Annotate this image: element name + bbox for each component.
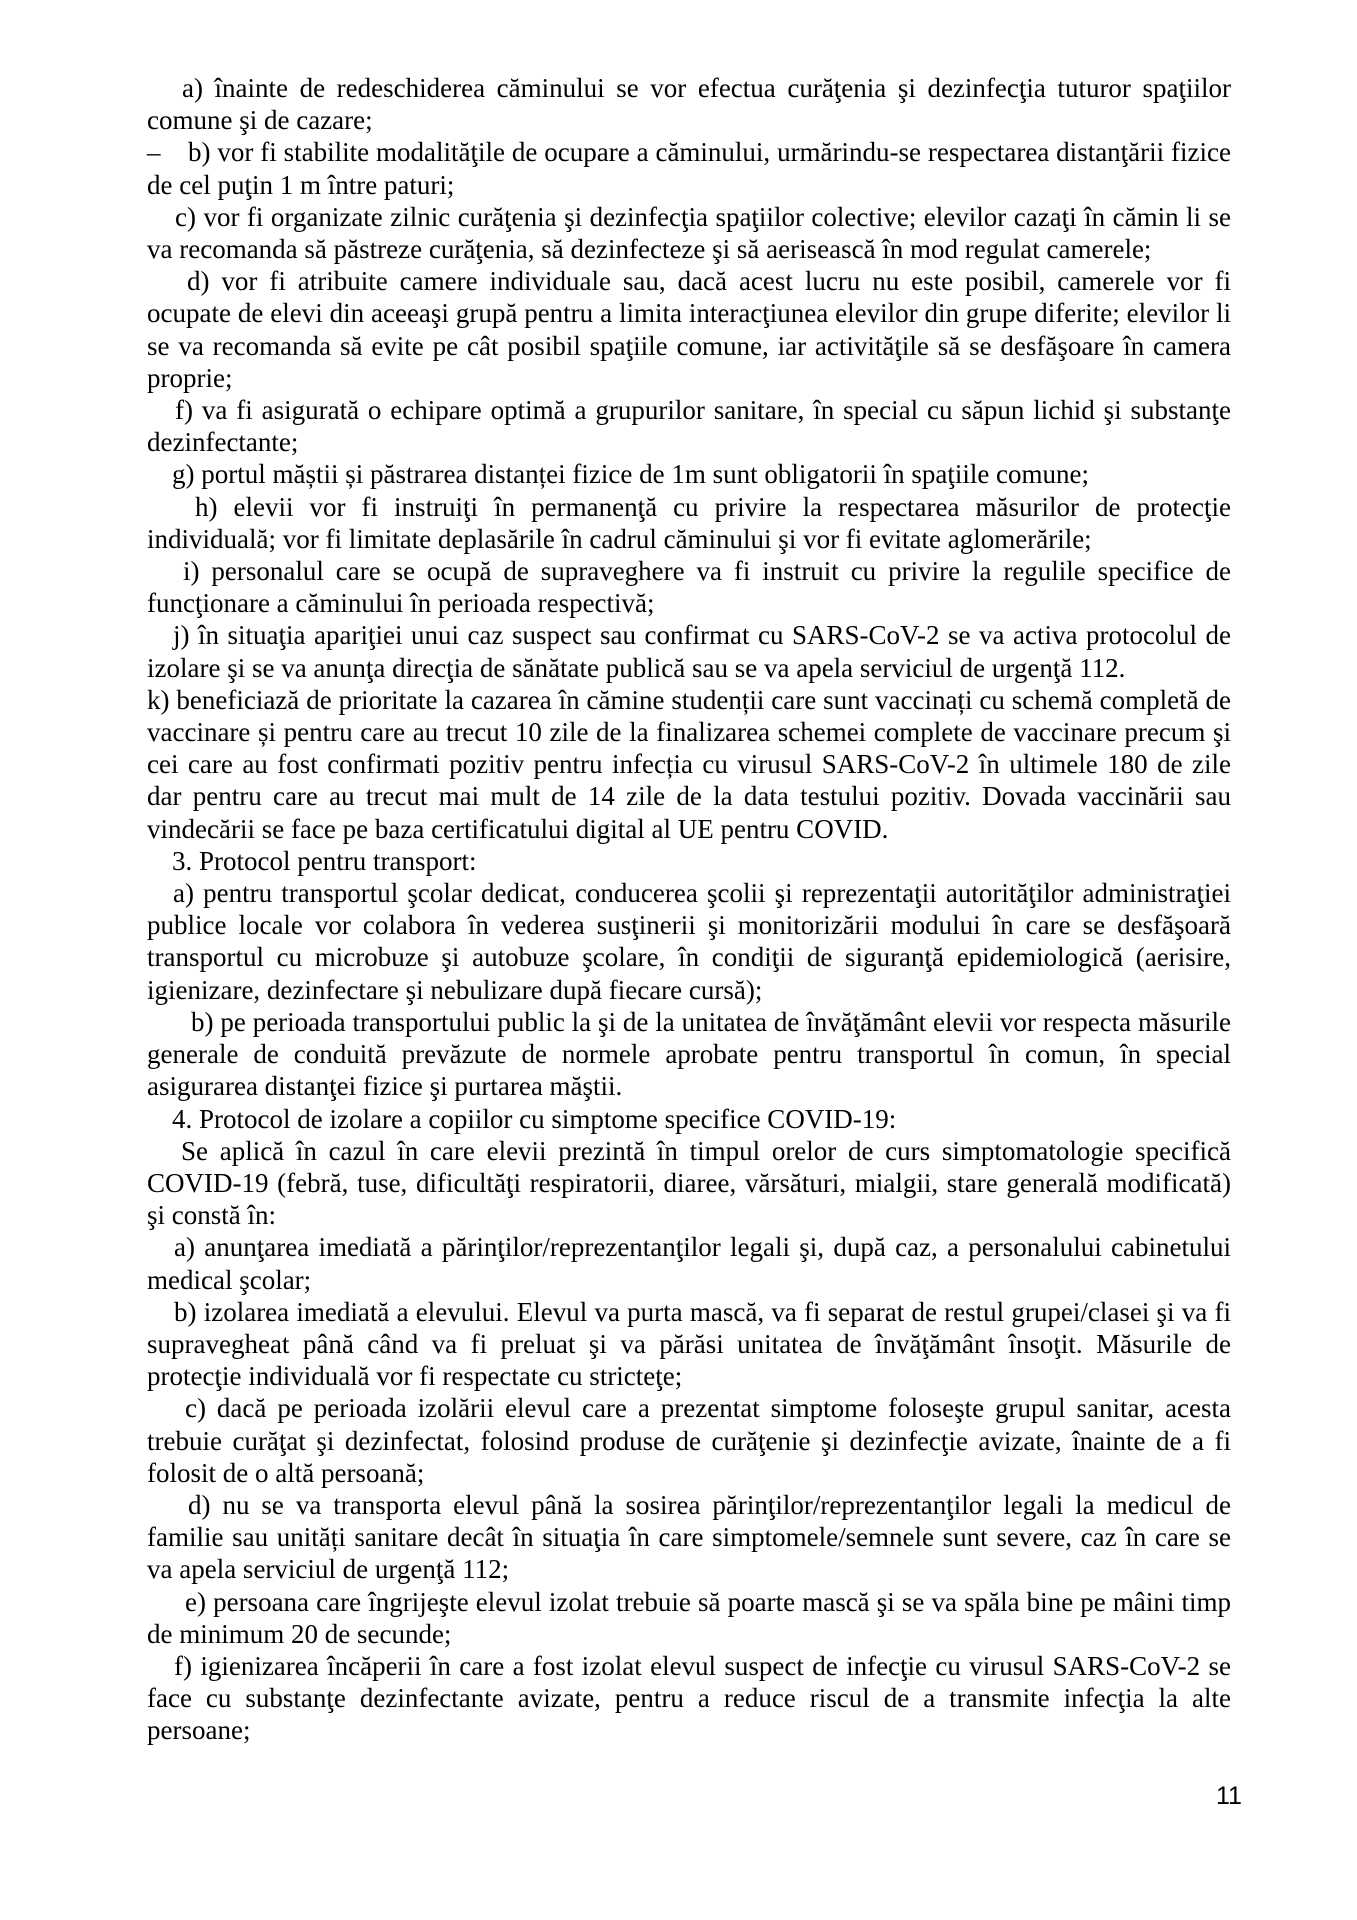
paragraph-h-student-training: h) elevii vor fi instruiţi în permanenţă cu privire la respectarea măsurilor de protecţie individuală; vor fi limitate deplasările în cadrul căminului şi vor fi evitate aglomerările;	[147, 491, 1231, 554]
paragraph-e-caregiver-mask: e) persoana care îngrijeşte elevul izolat trebuie să poarte mască şi se va spăla bine pe mâini timp de minimum 20 de secunde;	[147, 1586, 1231, 1649]
paragraph-i-supervision-staff: i) personalul care se ocupă de supraveghere va fi instruit cu privire la regulile specifice de funcţionare a căminului în perioada respectivă;	[147, 556, 1231, 619]
paragraph-b-immediate-isolation: b) izolarea imediată a elevului. Elevul va purta mască, va fi separat de restul grupei/clasei şi va fi supravegheat până când va fi preluat şi va părăsi unitatea de învăţământ însoţit. Măsurile de protecţie individuală vor fi respectate cu stricteţe;	[147, 1296, 1231, 1392]
document-text-block	[147, 72, 1231, 1747]
paragraph-b-public-transport: b) pe perioada transportului public la şi de la unitatea de învăţământ elevii vor respecta măsurile generale de conduită prevăzute de normele aprobate pentru transportul în comun, în special asigurarea distanţei fizice şi purtarea măştii.	[147, 1006, 1231, 1102]
paragraph-a-notify-parents: a) anunţarea imediată a părinţilor/reprezentanţilor legali şi, după caz, a personalului cabinetului medical şcolar;	[147, 1232, 1231, 1295]
paragraph-c-daily-cleaning: c) vor fi organizate zilnic curăţenia şi dezinfecţia spaţiilor colective; elevilor cazaţi în cămin li se va recomanda să păstreze curăţenia, să dezinfecteze şi să aerisească în mod regulat camerele;	[147, 201, 1231, 265]
paragraph-a-reopening-cleaning: a) înainte de redeschiderea căminului se vor efectua curăţenia şi dezinfecţia tuturor spaţiilor comune şi de cazare;	[147, 73, 1231, 136]
paragraph-isolation-applies: Se aplică în cazul în care elevii prezintă în timpul orelor de curs simptomatologie specifică COVID-19 (febră, tuse, dificultăţi respiratorii, diaree, vărsături, mialgii, stare generală modificată) şi constă în:	[147, 1135, 1231, 1231]
heading-4-isolation-protocol: 4. Protocol de izolare a copiilor cu simptome specifice COVID-19:	[172, 1103, 897, 1134]
paragraph-j-suspect-case-protocol: j) în situaţia apariţiei unui caz suspect sau confirmat cu SARS-CoV-2 se va activa protocolul de izolare şi se va anunţa direcţia de sănătate publică sau se va apela serviciul de urgenţă 112.	[147, 620, 1231, 683]
paragraph-f-sanitary-equipment: f) va fi asigurată o echipare optimă a grupurilor sanitare, în special cu săpun lichid şi substanţe dezinfectante;	[147, 395, 1231, 458]
paragraph-b-occupancy-rules: – b) vor fi stabilite modalităţile de ocupare a căminului, urmărindu-se respectarea distanţării fizice de cel puţin 1 m între paturi;	[147, 137, 1231, 200]
page-number: 11	[1216, 1782, 1242, 1810]
paragraph-k-vaccinated-priority: k) beneficiază de prioritate la cazarea în cămine studenții care sunt vaccinați cu schemă completă de vaccinare și pentru care au trecut 10 zile de la finalizarea schemei complete de vaccinare precum şi cei care au fost confirmati pozitiv pentru infecția cu virusul SARS-CoV-2 în ultimele 180 de zile dar pentru care au trecut mai mult de 14 zile de la data testului pozitiv. Dovada vaccinării sau vindecării se face pe baza certificatului digital al UE pentru COVID.	[147, 684, 1231, 844]
paragraph-d-individual-rooms: d) vor fi atribuite camere individuale sau, dacă acest lucru nu este posibil, camerele vor fi ocupate de elevi din aceeaşi grupă pentru a limita interacţiunea elevilor din grupe diferite; elevilor li se va recomanda să evite pe cât posibil spaţiile comune, iar activităţile să se desfăşoare în camera proprie;	[147, 266, 1231, 393]
paragraph-c-sanitary-group-disinfection: c) dacă pe perioada izolării elevul care a prezentat simptome foloseşte grupul sanitar, acesta trebuie curăţat şi dezinfectat, folosind produse de curăţenie şi dezinfecţie avizate, înainte de a fi folosit de o altă persoană;	[147, 1393, 1231, 1488]
heading-3-transport-protocol: 3. Protocol pentru transport:	[172, 845, 477, 876]
paragraph-g-mask-distance: g) portul măștii și păstrarea distanței fizice de 1m sunt obligatorii în spaţiile comune;	[172, 459, 1090, 490]
paragraph-d-no-transport: d) nu se va transporta elevul până la sosirea părinţilor/reprezentanţilor legali la medicul de familie sau unități sanitare decât în situaţia în care simptomele/semnele sunt severe, caz în care se va apela serviciul de urgenţă 112;	[147, 1489, 1231, 1585]
paragraph-f-room-sanitation: f) igienizarea încăperii în care a fost izolat elevul suspect de infecţie cu virusul SARS-CoV-2 se face cu substanţe dezinfectante avizate, pentru a reduce riscul de a transmite infecţia la alte persoane;	[147, 1650, 1231, 1746]
paragraph-a-dedicated-school-transport: a) pentru transportul şcolar dedicat, conducerea şcolii şi reprezentaţii autorităţilor administraţiei publice locale vor colabora în vederea susţinerii şi monitorizării modului în care se desfăşoară transportul cu microbuze şi autobuze şcolare, în condiţii de siguranţă epidemiologică (aerisire, igienizare, dezinfectare şi nebulizare după fiecare cursă);	[147, 878, 1231, 1005]
